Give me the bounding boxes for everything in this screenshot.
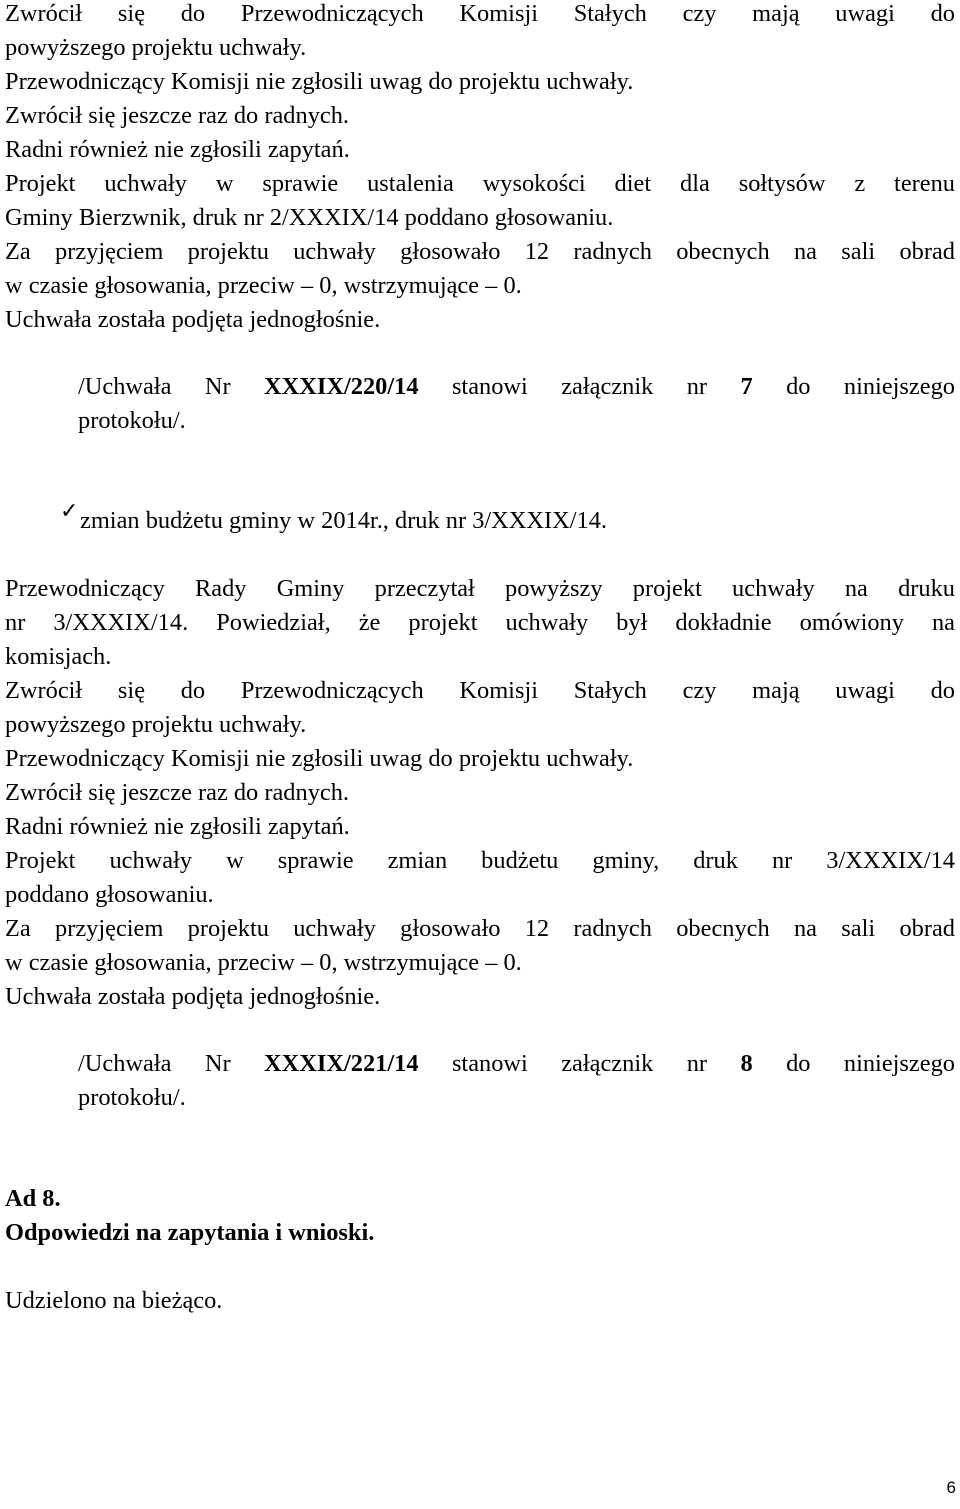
paragraph-line: Projekt uchwały w sprawie zmian budżetu gminy, druk nr 3/XXXIX/14 [5,847,955,874]
paragraph-line: Zwrócił się jeszcze raz do radnych. [5,779,350,806]
note-prefix: /Uchwała Nr [78,373,231,400]
paragraph-line: Przewodniczący Komisji nie zgłosili uwag do projektu uchwały. [5,745,634,772]
section-heading: Ad 8. [5,1185,61,1212]
paragraph-line: powyższego projektu uchwały. [5,34,307,61]
section-body: Udzielono na bieżąco. [5,1287,223,1314]
paragraph-line: komisjach. [5,643,112,670]
paragraph-line: Gminy Bierzwnik, druk nr 2/XXXIX/14 poddano głosowaniu. [5,204,614,231]
resolution-number: XXXIX/221/14 [264,1050,419,1077]
attachment-number: 7 [740,373,753,400]
paragraph-line: Zwrócił się do Przewodniczących Komisji Stałych czy mają uwagi do [5,677,955,704]
paragraph-line: w czasie głosowania, przeciw – 0, wstrzymujące – 0. [5,272,522,299]
paragraph-line: Przewodniczący Komisji nie zgłosili uwag do projektu uchwały. [5,68,634,95]
note-suffix: do niniejszego [786,373,955,400]
paragraph-line: Radni również nie zgłosili zapytań. [5,813,350,840]
section-title: Odpowiedzi na zapytania i wnioski. [5,1219,375,1246]
resolution-note [78,370,955,404]
agenda-item: zmian budżetu gminy w 2014r., druk nr 3/XXXIX/14. [80,507,608,534]
paragraph-line: Projekt uchwały w sprawie ustalenia wysokości diet dla sołtysów z terenu [5,170,955,197]
attachment-number: 8 [740,1050,753,1077]
resolution-note [78,1047,955,1081]
paragraph-line: Przewodniczący Rady Gminy przeczytał powyższy projekt uchwały na druku [5,575,955,602]
paragraph-line: Zwrócił się do Przewodniczących Komisji Stałych czy mają uwagi do [5,0,955,27]
paragraph-line: Uchwała została podjęta jednogłośnie. [5,306,381,333]
paragraph-line: Za przyjęciem projektu uchwały głosowało 12 radnych obecnych na sali obrad [5,238,955,265]
resolution-note-line: protokołu/. [78,1084,186,1111]
paragraph-line: powyższego projektu uchwały. [5,711,307,738]
note-suffix: do niniejszego [786,1050,955,1077]
note-middle: stanowi załącznik nr [451,1050,708,1077]
checkmark-icon: ✓ [60,498,79,523]
paragraph-line: poddano głosowaniu. [5,881,214,908]
paragraph-line: w czasie głosowania, przeciw – 0, wstrzymujące – 0. [5,949,522,976]
resolution-number: XXXIX/220/14 [264,373,419,400]
note-middle: stanowi załącznik nr [451,373,708,400]
paragraph-line: Zwrócił się jeszcze raz do radnych. [5,102,350,129]
paragraph-line: Radni również nie zgłosili zapytań. [5,136,350,163]
note-prefix: /Uchwała Nr [78,1050,231,1077]
paragraph-line: nr 3/XXXIX/14. Powiedział, że projekt uchwały był dokładnie omówiony na [5,609,955,636]
resolution-note-line: protokołu/. [78,407,186,434]
page-number: 6 [946,1478,956,1497]
paragraph-line: Uchwała została podjęta jednogłośnie. [5,983,381,1010]
paragraph-line: Za przyjęciem projektu uchwały głosowało 12 radnych obecnych na sali obrad [5,915,955,942]
